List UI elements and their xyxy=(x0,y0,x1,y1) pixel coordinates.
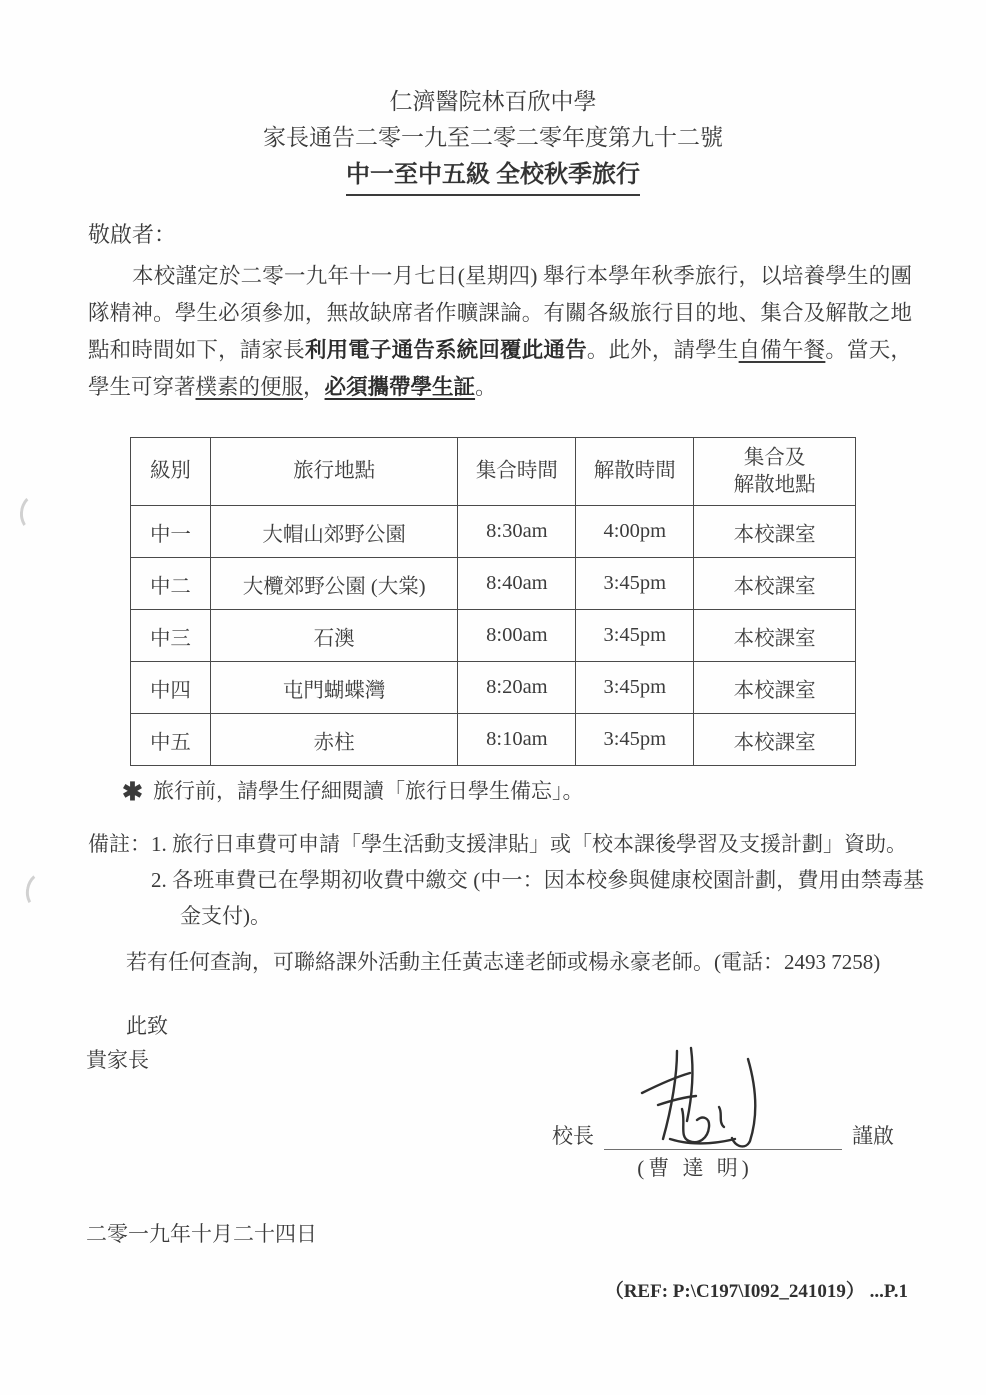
trip-schedule-table xyxy=(130,437,856,766)
paragraph-text: ， xyxy=(303,375,325,399)
bold-underline-phrase-student-card: 必須攜帶學生証 xyxy=(324,375,476,399)
inquiry-line: 若有任何查詢，可聯絡課外活動主任黃志達老師或楊永豪老師。(電話：2493 7258) xyxy=(126,950,881,974)
table-cell: 石澳 xyxy=(210,610,458,662)
table-cell: 3:45pm xyxy=(576,662,694,714)
closing-this-to: 此致 xyxy=(126,1014,168,1038)
table-cell: 本校課室 xyxy=(694,506,856,558)
footer-reference: （REF: P:\C197\I092_241019） ...P.1 xyxy=(604,1281,908,1302)
signature-line xyxy=(604,1124,842,1150)
remarks-block xyxy=(88,826,924,934)
table-cell: 本校課室 xyxy=(694,662,856,714)
table-cell: 中四 xyxy=(131,662,211,714)
table-row xyxy=(131,558,856,610)
scan-artifact xyxy=(23,870,59,913)
principal-signature xyxy=(628,1047,793,1157)
document-date: 二零一九年十月二十四日 xyxy=(86,1222,317,1246)
col-header-assembly-time: 集合時間 xyxy=(458,438,576,506)
paragraph-text: 。 xyxy=(475,375,497,399)
intro-paragraph xyxy=(88,258,912,406)
remark-item: 1. 旅行日車費可申請「學生活動支援津貼」或「校本課後學習及支援計劃」資助。 xyxy=(151,832,907,856)
table-header-row xyxy=(131,438,856,506)
principal-label: 校長 xyxy=(552,1124,594,1148)
col-header-dismissal-time: 解散時間 xyxy=(576,438,694,506)
table-row xyxy=(131,714,856,766)
table-cell: 中二 xyxy=(131,558,211,610)
table-cell: 屯門蝴蝶灣 xyxy=(210,662,458,714)
table-cell: 本校課室 xyxy=(694,714,856,766)
table-cell: 8:20am xyxy=(458,662,576,714)
document-header xyxy=(0,84,986,196)
table-cell: 8:40am xyxy=(458,558,576,610)
bold-phrase-reply-enotice: 利用電子通告系統回覆此通告 xyxy=(304,338,587,362)
table-row xyxy=(131,610,856,662)
underline-phrase-bring-lunch: 自備午餐 xyxy=(738,338,826,362)
closing-recipient: 貴家長 xyxy=(86,1048,149,1072)
table-cell: 大帽山郊野公園 xyxy=(210,506,458,558)
remarks-label: 備註： xyxy=(88,832,151,856)
table-cell: 8:10am xyxy=(458,714,576,766)
school-name: 仁濟醫院林百欣中學 xyxy=(389,89,597,114)
asterisk-note xyxy=(122,774,583,810)
table-cell: 中一 xyxy=(131,506,211,558)
salutation: 敬啟者： xyxy=(88,222,177,247)
notice-number: 家長通告二零一九至二零二零年度第九十二號 xyxy=(263,125,723,150)
table-cell: 本校課室 xyxy=(694,610,856,662)
paragraph-text: 本校謹定於二零一九年十一月七日(星期四) 舉行本學年秋季旅行，以培養學生的團隊精神。學生必須參加，無故缺席者作曠課論。有關各級旅行目的地、集合及解散之地點和時間如下，請家長 xyxy=(88,264,912,362)
col-header-class: 級別 xyxy=(131,438,211,506)
asterisk-note-text: 旅行前，請學生仔細閱讀「旅行日學生備忘」。 xyxy=(152,779,584,803)
table-cell: 中五 xyxy=(131,714,211,766)
table-cell: 中三 xyxy=(131,610,211,662)
table-cell: 4:00pm xyxy=(576,506,694,558)
principal-name: (曹 達 明) xyxy=(637,1156,753,1180)
table-cell: 8:00am xyxy=(458,610,576,662)
respectfully-label: 謹啟 xyxy=(852,1124,894,1148)
remarks-list xyxy=(151,826,924,934)
table-cell: 大欖郊野公園 (大棠) xyxy=(210,558,458,610)
scan-artifact xyxy=(18,493,52,534)
paragraph-text: 。此外，請學生 xyxy=(586,338,739,362)
table-row xyxy=(131,662,856,714)
table-cell: 3:45pm xyxy=(576,558,694,610)
table-cell: 3:45pm xyxy=(576,610,694,662)
remark-item: 2. 各班車費已在學期初收費中繳交 (中一：因本校參與健康校園計劃，費用由禁毒基金支付)。 xyxy=(151,868,924,928)
table-row xyxy=(131,506,856,558)
paragraph-text: 。當天，學生可穿著 xyxy=(88,338,912,399)
table-cell: 赤柱 xyxy=(210,714,458,766)
col-header-assembly-place: 集合及 解散地點 xyxy=(694,438,856,506)
col-header-destination: 旅行地點 xyxy=(210,438,458,506)
table-cell: 8:30am xyxy=(458,506,576,558)
table-cell: 3:45pm xyxy=(576,714,694,766)
page-title: 中一至中五級 全校秋季旅行 xyxy=(346,157,640,196)
underline-phrase-plain-clothes: 樸素的便服 xyxy=(195,375,304,399)
table-cell: 本校課室 xyxy=(694,558,856,610)
asterisk-icon: ✱ xyxy=(122,779,143,806)
signature-row xyxy=(552,1120,894,1150)
